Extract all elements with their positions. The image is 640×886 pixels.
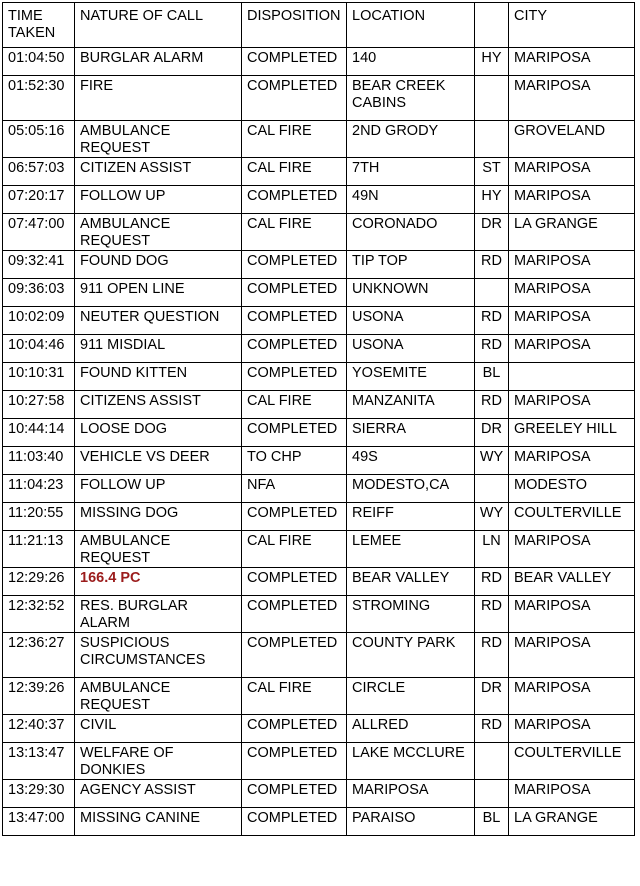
disposition-cell: COMPLETED (242, 251, 347, 279)
disposition-cell: COMPLETED (242, 596, 347, 633)
disposition-cell: COMPLETED (242, 568, 347, 596)
nature-of-call-cell: 166.4 PC (75, 568, 242, 596)
call-log-table (2, 2, 635, 836)
nature-of-call-cell: MISSING DOG (75, 503, 242, 531)
street-suffix-cell: RD (475, 307, 509, 335)
disposition-cell: CAL FIRE (242, 214, 347, 251)
street-suffix-cell: WY (475, 503, 509, 531)
street-suffix-cell: LN (475, 531, 509, 568)
nature-of-call-cell: AMBULANCE REQUEST (75, 121, 242, 158)
city-cell: MARIPOSA (509, 447, 635, 475)
time-taken-cell: 11:20:55 (3, 503, 75, 531)
nature-of-call-cell: SUSPICIOUS CIRCUMSTANCES (75, 633, 242, 678)
city-cell: MARIPOSA (509, 251, 635, 279)
table-row (3, 251, 635, 279)
street-suffix-cell: ST (475, 158, 509, 186)
nature-of-call-cell: AMBULANCE REQUEST (75, 678, 242, 715)
header-disposition: DISPOSITION (242, 3, 347, 48)
location-cell: TIP TOP (347, 251, 475, 279)
location-cell: COUNTY PARK (347, 633, 475, 678)
location-cell: CORONADO (347, 214, 475, 251)
time-taken-cell: 10:44:14 (3, 419, 75, 447)
table-row (3, 743, 635, 780)
time-taken-cell: 10:27:58 (3, 391, 75, 419)
disposition-cell: CAL FIRE (242, 678, 347, 715)
city-cell: LA GRANGE (509, 214, 635, 251)
table-row (3, 391, 635, 419)
time-taken-cell: 11:21:13 (3, 531, 75, 568)
table-row (3, 158, 635, 186)
nature-of-call-cell: VEHICLE VS DEER (75, 447, 242, 475)
disposition-cell: COMPLETED (242, 186, 347, 214)
nature-of-call-cell: BURGLAR ALARM (75, 48, 242, 76)
time-taken-cell: 12:40:37 (3, 715, 75, 743)
time-taken-cell: 05:05:16 (3, 121, 75, 158)
disposition-cell: COMPLETED (242, 715, 347, 743)
disposition-cell: CAL FIRE (242, 531, 347, 568)
city-cell: MARIPOSA (509, 307, 635, 335)
time-taken-cell: 12:36:27 (3, 633, 75, 678)
nature-of-call-cell: 911 OPEN LINE (75, 279, 242, 307)
location-cell: SIERRA (347, 419, 475, 447)
time-taken-cell: 09:32:41 (3, 251, 75, 279)
location-cell: LAKE MCCLURE (347, 743, 475, 780)
location-cell: MODESTO,CA (347, 475, 475, 503)
city-cell: GROVELAND (509, 121, 635, 158)
street-suffix-cell: DR (475, 419, 509, 447)
location-cell: PARAISO (347, 808, 475, 836)
city-cell: MARIPOSA (509, 678, 635, 715)
city-cell: MARIPOSA (509, 186, 635, 214)
street-suffix-cell: HY (475, 48, 509, 76)
street-suffix-cell: WY (475, 447, 509, 475)
disposition-cell: COMPLETED (242, 780, 347, 808)
nature-of-call-cell: FOUND KITTEN (75, 363, 242, 391)
table-row (3, 596, 635, 633)
table-row (3, 780, 635, 808)
nature-of-call-cell: AGENCY ASSIST (75, 780, 242, 808)
street-suffix-cell (475, 76, 509, 121)
disposition-cell: CAL FIRE (242, 121, 347, 158)
nature-of-call-cell: CITIZENS ASSIST (75, 391, 242, 419)
street-suffix-cell: BL (475, 363, 509, 391)
street-suffix-cell: BL (475, 808, 509, 836)
disposition-cell: COMPLETED (242, 279, 347, 307)
city-cell: MARIPOSA (509, 715, 635, 743)
nature-of-call-cell: FOLLOW UP (75, 186, 242, 214)
time-taken-cell: 12:32:52 (3, 596, 75, 633)
street-suffix-cell (475, 475, 509, 503)
disposition-cell: COMPLETED (242, 808, 347, 836)
disposition-cell: COMPLETED (242, 503, 347, 531)
table-row (3, 678, 635, 715)
street-suffix-cell: RD (475, 633, 509, 678)
table-row (3, 279, 635, 307)
time-taken-cell: 09:36:03 (3, 279, 75, 307)
disposition-cell: COMPLETED (242, 335, 347, 363)
nature-of-call-cell: MISSING CANINE (75, 808, 242, 836)
city-cell: MARIPOSA (509, 391, 635, 419)
city-cell: MARIPOSA (509, 596, 635, 633)
location-cell: YOSEMITE (347, 363, 475, 391)
table-row (3, 633, 635, 678)
location-cell: MARIPOSA (347, 780, 475, 808)
time-taken-cell: 11:03:40 (3, 447, 75, 475)
time-taken-cell: 13:29:30 (3, 780, 75, 808)
nature-of-call-cell: LOOSE DOG (75, 419, 242, 447)
time-taken-cell: 12:39:26 (3, 678, 75, 715)
street-suffix-cell: RD (475, 335, 509, 363)
table-row (3, 568, 635, 596)
table-row (3, 419, 635, 447)
city-cell: MARIPOSA (509, 76, 635, 121)
location-cell: USONA (347, 335, 475, 363)
disposition-cell: NFA (242, 475, 347, 503)
city-cell: MARIPOSA (509, 48, 635, 76)
time-taken-cell: 10:02:09 (3, 307, 75, 335)
city-cell: BEAR VALLEY (509, 568, 635, 596)
disposition-cell: COMPLETED (242, 48, 347, 76)
location-cell: 7TH (347, 158, 475, 186)
table-row (3, 48, 635, 76)
city-cell: MARIPOSA (509, 633, 635, 678)
city-cell: MARIPOSA (509, 335, 635, 363)
street-suffix-cell: DR (475, 678, 509, 715)
time-taken-cell: 10:10:31 (3, 363, 75, 391)
street-suffix-cell: RD (475, 715, 509, 743)
nature-of-call-cell: FOLLOW UP (75, 475, 242, 503)
nature-of-call-cell: NEUTER QUESTION (75, 307, 242, 335)
header-street-suffix (475, 3, 509, 48)
table-row (3, 76, 635, 121)
location-cell: STROMING (347, 596, 475, 633)
disposition-cell: CAL FIRE (242, 391, 347, 419)
table-row (3, 447, 635, 475)
location-cell: 49N (347, 186, 475, 214)
disposition-cell: COMPLETED (242, 307, 347, 335)
time-taken-cell: 13:13:47 (3, 743, 75, 780)
nature-of-call-cell: FOUND DOG (75, 251, 242, 279)
time-taken-cell: 13:47:00 (3, 808, 75, 836)
street-suffix-cell (475, 279, 509, 307)
header-nature-of-call: NATURE OF CALL (75, 3, 242, 48)
table-row (3, 307, 635, 335)
disposition-cell: COMPLETED (242, 633, 347, 678)
call-log-body (3, 48, 635, 836)
street-suffix-cell: RD (475, 596, 509, 633)
time-taken-cell: 07:20:17 (3, 186, 75, 214)
location-cell: USONA (347, 307, 475, 335)
time-taken-cell: 06:57:03 (3, 158, 75, 186)
disposition-cell: COMPLETED (242, 743, 347, 780)
nature-of-call-cell: FIRE (75, 76, 242, 121)
time-taken-cell: 12:29:26 (3, 568, 75, 596)
nature-of-call-cell: CIVIL (75, 715, 242, 743)
time-taken-cell: 01:52:30 (3, 76, 75, 121)
city-cell: COULTERVILLE (509, 503, 635, 531)
location-cell: UNKNOWN (347, 279, 475, 307)
nature-of-call-cell: RES. BURGLAR ALARM (75, 596, 242, 633)
city-cell: COULTERVILLE (509, 743, 635, 780)
table-row (3, 503, 635, 531)
city-cell (509, 363, 635, 391)
header-city: CITY (509, 3, 635, 48)
nature-of-call-cell: 911 MISDIAL (75, 335, 242, 363)
table-row (3, 214, 635, 251)
table-row (3, 186, 635, 214)
time-taken-cell: 10:04:46 (3, 335, 75, 363)
location-cell: MANZANITA (347, 391, 475, 419)
nature-of-call-cell: AMBULANCE REQUEST (75, 214, 242, 251)
street-suffix-cell (475, 121, 509, 158)
city-cell: MARIPOSA (509, 531, 635, 568)
street-suffix-cell: HY (475, 186, 509, 214)
time-taken-cell: 01:04:50 (3, 48, 75, 76)
time-taken-cell: 11:04:23 (3, 475, 75, 503)
location-cell: REIFF (347, 503, 475, 531)
location-cell: ALLRED (347, 715, 475, 743)
table-row (3, 475, 635, 503)
street-suffix-cell (475, 780, 509, 808)
street-suffix-cell: RD (475, 391, 509, 419)
street-suffix-cell: RD (475, 568, 509, 596)
city-cell: MARIPOSA (509, 279, 635, 307)
location-cell: 140 (347, 48, 475, 76)
city-cell: LA GRANGE (509, 808, 635, 836)
location-cell: LEMEE (347, 531, 475, 568)
city-cell: MODESTO (509, 475, 635, 503)
nature-of-call-cell: AMBULANCE REQUEST (75, 531, 242, 568)
table-row (3, 121, 635, 158)
table-row (3, 808, 635, 836)
table-row (3, 363, 635, 391)
location-cell: BEAR VALLEY (347, 568, 475, 596)
header-location: LOCATION (347, 3, 475, 48)
disposition-cell: TO CHP (242, 447, 347, 475)
nature-of-call-cell: CITIZEN ASSIST (75, 158, 242, 186)
time-taken-cell: 07:47:00 (3, 214, 75, 251)
location-cell: 49S (347, 447, 475, 475)
street-suffix-cell: DR (475, 214, 509, 251)
nature-of-call-cell: WELFARE OF DONKIES (75, 743, 242, 780)
table-row (3, 715, 635, 743)
disposition-cell: CAL FIRE (242, 158, 347, 186)
city-cell: GREELEY HILL (509, 419, 635, 447)
disposition-cell: COMPLETED (242, 419, 347, 447)
street-suffix-cell (475, 743, 509, 780)
header-time-taken: TIME TAKEN (3, 3, 75, 48)
header-row (3, 3, 635, 48)
street-suffix-cell: RD (475, 251, 509, 279)
disposition-cell: COMPLETED (242, 76, 347, 121)
city-cell: MARIPOSA (509, 158, 635, 186)
location-cell: BEAR CREEK CABINS (347, 76, 475, 121)
location-cell: CIRCLE (347, 678, 475, 715)
location-cell: 2ND GRODY (347, 121, 475, 158)
disposition-cell: COMPLETED (242, 363, 347, 391)
table-row (3, 531, 635, 568)
table-row (3, 335, 635, 363)
city-cell: MARIPOSA (509, 780, 635, 808)
